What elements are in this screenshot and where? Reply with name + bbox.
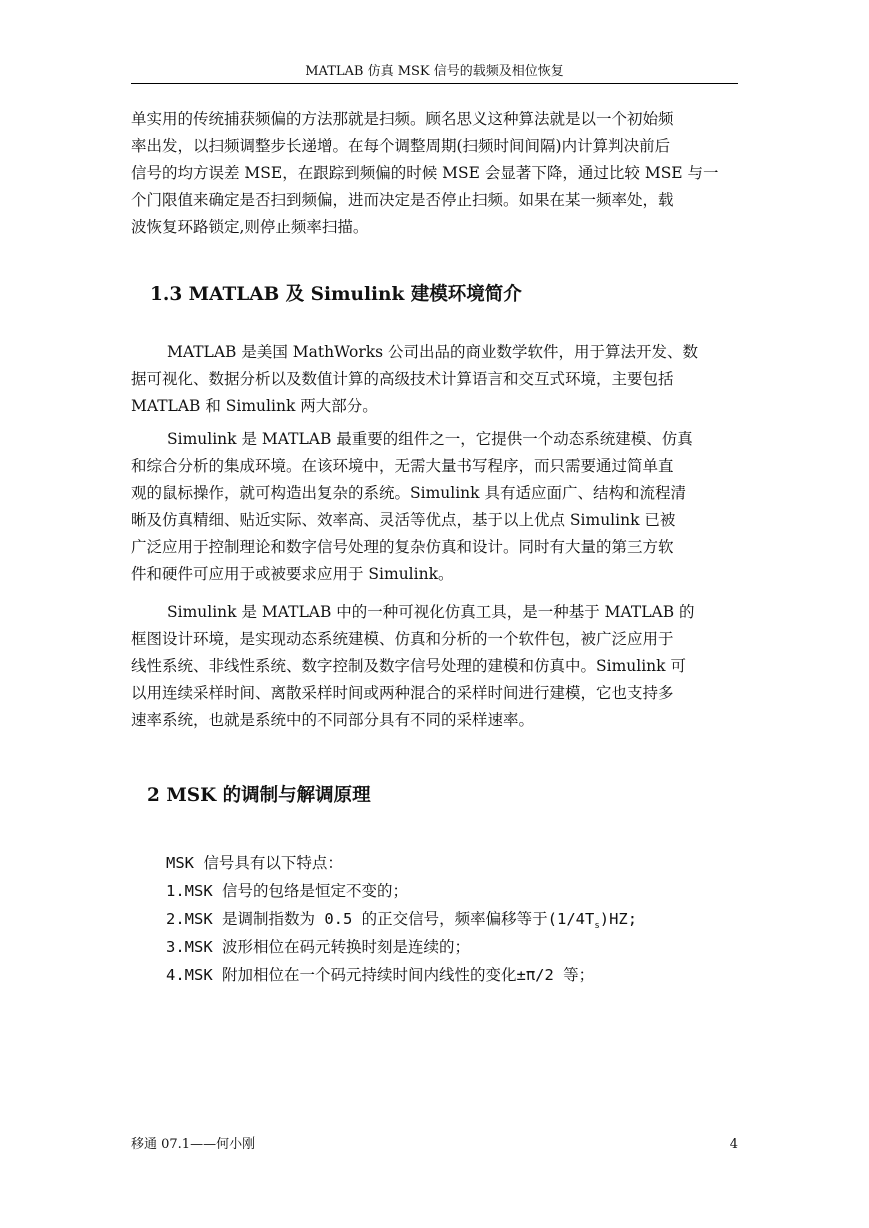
page-number: 4: [729, 1137, 738, 1152]
section-heading-2: 2 MSK 的调制与解调原理: [147, 785, 371, 806]
text-line: 以用连续采样时间、离散采样时间或两种混合的采样时间进行建模，它也支持多: [131, 684, 674, 702]
text-line: 和综合分析的集成环境。在该环境中，无需大量书写程序，而只需要通过简单直: [131, 457, 674, 475]
text-line: 线性系统、非线性系统、数字控制及数字信号处理的建模和仿真中。Simulink 可: [131, 657, 686, 675]
text-line: 据可视化、数据分析以及数值计算的高级技术计算语言和交互式环境，主要包括: [131, 370, 674, 388]
text-line: 晰及仿真精细、贴近实际、效率高、灵活等优点，基于以上优点 Simulink 已被: [131, 511, 676, 529]
paragraph-simulink-1: [131, 426, 738, 588]
text-line: 速率系统，也就是系统中的不同部分具有不同的采样速率。: [131, 711, 535, 729]
text-line: Simulink 是 MATLAB 中的一种可视化仿真工具，是一种基于 MATLAB 的: [167, 603, 695, 621]
list-item-text: 2.MSK 是调制指数为 0.5 的正交信号，频率偏移等于(1/4T: [166, 910, 595, 928]
page-header-title: MATLAB 仿真 MSK 信号的载频及相位恢复: [305, 64, 564, 79]
header-rule: [131, 83, 738, 84]
text-line: 率出发，以扫频调整步长递增。在每个调整周期(扫频时间间隔)内计算判决前后: [131, 137, 671, 155]
text-line: 广泛应用于控制理论和数字信号处理的复杂仿真和设计。同时有大量的第三方软: [131, 538, 674, 556]
list-item: 1.MSK 信号的包络是恒定不变的；: [166, 882, 408, 900]
list-item: 3.MSK 波形相位在码元转换时刻是连续的；: [166, 938, 470, 956]
text-line: MATLAB 和 Simulink 两大部分。: [131, 397, 378, 415]
text-line: 个门限值来确定是否扫到频偏，进而决定是否停止扫频。如果在某一频率处，载: [131, 191, 674, 209]
list-item-text: )HZ;: [599, 910, 638, 928]
subscript-s: s: [594, 921, 600, 931]
text-line: 信号的均方误差 MSE，在跟踪到频偏的时候 MSE 会显著下降，通过比较 MSE 与一: [131, 164, 719, 182]
section-heading-1-3: 1.3 MATLAB 及 Simulink 建模环境简介: [150, 284, 522, 305]
paragraph-matlab: [131, 339, 738, 420]
footer-author: 移通 07.1——何小刚: [131, 1137, 256, 1152]
paragraph-simulink-2: [131, 599, 738, 734]
text-line: 单实用的传统捕获频偏的方法那就是扫频。顾名思义这种算法就是以一个初始频: [131, 110, 674, 128]
list-intro: MSK 信号具有以下特点：: [166, 854, 343, 872]
text-line: Simulink 是 MATLAB 最重要的组件之一，它提供一个动态系统建模、仿真: [167, 430, 693, 448]
list-item: [166, 905, 738, 933]
text-line: 件和硬件可应用于或被要求应用于 Simulink。: [131, 565, 454, 583]
list-item: 4.MSK 附加相位在一个码元持续时间内线性的变化±π/2 等；: [166, 966, 595, 984]
feature-list: [166, 849, 738, 989]
text-line: 观的鼠标操作，就可构造出复杂的系统。Simulink 具有适应面广、结构和流程清: [131, 484, 686, 502]
text-line: 波恢复环路锁定,则停止频率扫描。: [131, 218, 369, 236]
intro-paragraph: [131, 106, 738, 241]
text-line: 框图设计环境，是实现动态系统建模、仿真和分析的一个软件包，被广泛应用于: [131, 630, 674, 648]
text-line: MATLAB 是美国 MathWorks 公司出品的商业数学软件，用于算法开发、数: [167, 343, 699, 361]
